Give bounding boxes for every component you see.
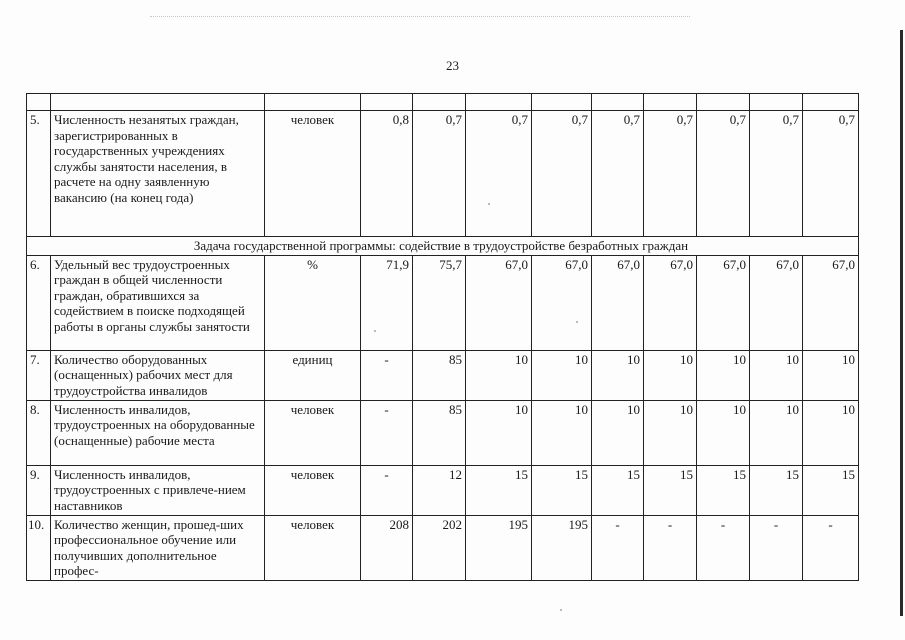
indicator-name: Удельный вес трудоустроенных граждан в общей численности граждан, обратившихся за содействием в поиске подходящей работы в органы службы занятости: [51, 255, 265, 350]
value-cell: 202: [413, 515, 466, 580]
value-cell: 0,7: [466, 111, 532, 237]
table-row: [27, 255, 859, 350]
value-cell: 15: [803, 465, 859, 515]
row-number: 10.: [27, 515, 51, 580]
unit-cell: %: [265, 255, 361, 350]
unit-cell: единиц: [265, 350, 361, 400]
value-cell: 0,7: [750, 111, 803, 237]
value-cell: 10: [532, 400, 592, 465]
value-cell: 195: [532, 515, 592, 580]
scan-speck: [374, 330, 376, 332]
value-cell: 195: [466, 515, 532, 580]
row-number: 9.: [27, 465, 51, 515]
value-cell: -: [803, 515, 859, 580]
value-cell: 10: [532, 350, 592, 400]
value-cell: 10: [750, 350, 803, 400]
value-cell: 15: [466, 465, 532, 515]
value-cell: 10: [644, 400, 697, 465]
page-number: 23: [446, 58, 459, 73]
value-cell: -: [361, 400, 413, 465]
value-cell: 71,9: [361, 255, 413, 350]
value-cell: 67,0: [697, 255, 750, 350]
row-number: 6.: [27, 255, 51, 350]
value-cell: 10: [592, 350, 644, 400]
unit-cell: человек: [265, 465, 361, 515]
indicator-name: Количество женщин, прошед-ших профессиональное обучение или получивших дополнительное профес-: [51, 515, 265, 580]
value-cell: 67,0: [803, 255, 859, 350]
row-number: 7.: [27, 350, 51, 400]
table-row: [27, 350, 859, 400]
value-cell: 15: [532, 465, 592, 515]
section-row: [27, 237, 859, 256]
value-cell: 67,0: [592, 255, 644, 350]
value-cell: 10: [803, 350, 859, 400]
unit-cell: человек: [265, 111, 361, 237]
value-cell: 10: [644, 350, 697, 400]
value-cell: 208: [361, 515, 413, 580]
value-cell: 15: [644, 465, 697, 515]
indicator-name: Численность инвалидов, трудоустроенных на оборудованные (оснащенные) рабочие места: [51, 400, 265, 465]
value-cell: 75,7: [413, 255, 466, 350]
value-cell: 0,7: [592, 111, 644, 237]
value-cell: 15: [697, 465, 750, 515]
section-title: Задача государственной программы: содействие в трудоустройстве безработных граждан: [27, 237, 859, 256]
value-cell: 12: [413, 465, 466, 515]
unit-cell: человек: [265, 515, 361, 580]
value-cell: 10: [697, 400, 750, 465]
table-row: [27, 515, 859, 580]
scan-speck: [560, 609, 562, 611]
row-number: 5.: [27, 111, 51, 237]
row-number: 8.: [27, 400, 51, 465]
scan-speck: [576, 321, 578, 323]
value-cell: -: [361, 350, 413, 400]
value-cell: 67,0: [644, 255, 697, 350]
value-cell: 0,7: [697, 111, 750, 237]
value-cell: 0,7: [413, 111, 466, 237]
value-cell: 85: [413, 400, 466, 465]
value-cell: -: [592, 515, 644, 580]
scan-speck: [488, 203, 490, 205]
indicator-name: Численность инвалидов, трудоустроенных с привлече-нием наставников: [51, 465, 265, 515]
value-cell: 15: [750, 465, 803, 515]
value-cell: 67,0: [466, 255, 532, 350]
value-cell: 0,8: [361, 111, 413, 237]
value-cell: 10: [750, 400, 803, 465]
table-row: [27, 400, 859, 465]
value-cell: -: [697, 515, 750, 580]
table-row: [27, 111, 859, 237]
value-cell: 67,0: [532, 255, 592, 350]
value-cell: 10: [697, 350, 750, 400]
indicators-table: [26, 93, 859, 581]
value-cell: 10: [592, 400, 644, 465]
value-cell: 85: [413, 350, 466, 400]
scan-top-rule: [150, 16, 690, 18]
value-cell: 0,7: [644, 111, 697, 237]
indicator-name: Количество оборудованных (оснащенных) рабочих мест для трудоустройства инвалидов: [51, 350, 265, 400]
unit-cell: человек: [265, 400, 361, 465]
table-row: [27, 465, 859, 515]
value-cell: 0,7: [803, 111, 859, 237]
value-cell: -: [361, 465, 413, 515]
value-cell: 0,7: [532, 111, 592, 237]
value-cell: 10: [466, 350, 532, 400]
value-cell: 10: [466, 400, 532, 465]
table-top-row: [27, 94, 859, 111]
scan-page-edge: [900, 30, 903, 616]
value-cell: 67,0: [750, 255, 803, 350]
value-cell: -: [644, 515, 697, 580]
value-cell: -: [750, 515, 803, 580]
indicator-name: Численность незанятых граждан, зарегистрированных в государственных учреждениях службы занятости населения, в расчете на одну заявленную вакансию (на конец года): [51, 111, 265, 237]
value-cell: 10: [803, 400, 859, 465]
value-cell: 15: [592, 465, 644, 515]
